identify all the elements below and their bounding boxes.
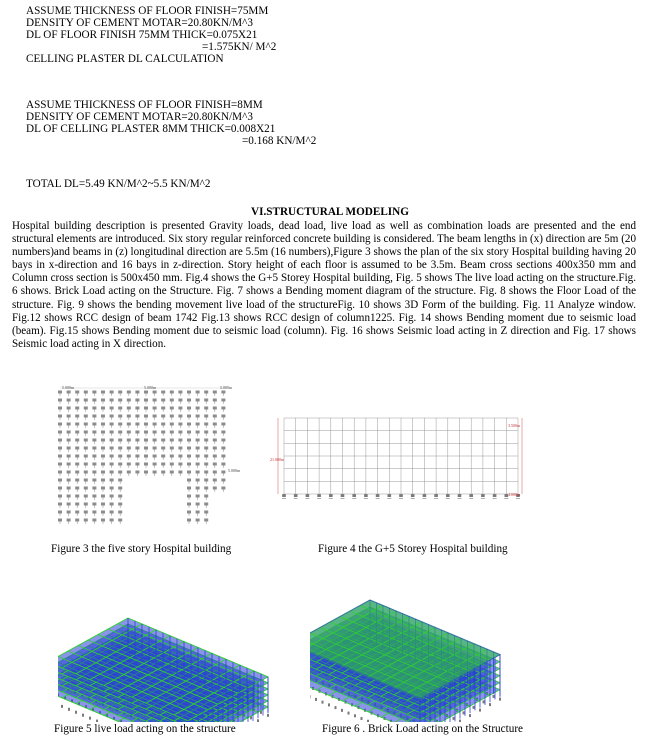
calc-line: ASSUME THICKNESS OF FLOOR FINISH=8MM [26,99,263,111]
dimension-label: 21.000m [270,457,285,462]
figure-6-caption: Figure 6 . Brick Load acting on the Structure [322,723,524,735]
calc-line: DENSITY OF CEMENT MOTAR=20.80KN/M^3 [26,17,253,29]
figure-4-elevation-image [268,410,542,508]
figure-3-plan-image [52,382,256,525]
calc-line: DL OF FLOOR FINISH 75MM THICK=0.075X21 [26,29,258,41]
structure-3d-model [310,600,501,722]
dimension-label: 5.000m [62,385,75,390]
calc-block-floor-finish [26,5,276,65]
calc-result: =1.575KN/ M^2 [202,41,277,53]
dimension-label: 4.000m [508,492,521,497]
section-heading: VI.STRUCTURAL MODELING [251,206,409,218]
figure-5-caption: Figure 5 live load acting on the structure [54,723,236,735]
dimension-label: 5.000m [144,385,157,390]
frame-grid [278,418,522,499]
dimension-label: 5.000m [228,468,241,473]
structure-3d-model [58,618,269,722]
calc-line: DL OF CELLING PLASTER 8MM THICK=0.008X21 [26,123,276,135]
figure-5-3d-image [58,574,294,722]
calc-line: ASSUME THICKNESS OF FLOOR FINISH=75MM [26,5,269,17]
column-grid [58,388,227,524]
dimension-label: 5.000m [220,385,233,390]
total-dead-load: TOTAL DL=5.49 KN/M^2~5.5 KN/M^2 [26,178,211,190]
dimension-label: 3.500m [508,423,521,428]
calc-block-ceiling-plaster [26,99,316,147]
calc-line: DENSITY OF CEMENT MOTAR=20.80KN/M^3 [26,111,253,123]
figure-3-caption: Figure 3 the five story Hospital building [51,543,232,555]
figure-4-caption: Figure 4 the G+5 Storey Hospital building [318,543,508,555]
body-paragraph: Hospital building description is presented Gravity loads, dead load, live load as well as combination loads are presented and the end structural elements are introduced. Six story regular reinforced concrete building is considered. The beam lengths in (x) direction are 5m (20 numbers)and beams in (z) longitudinal direction are 5.5m (16 numbers),Figure 3 shows the plan of the six story Hospital building having 20 bays in x-direction and 16 bays in z-direction. Story height of each floor is assumed to be 3.5m. Beam cross sections 400x350 mm and Column cross section is 500x450 mm. Fig.4 shows the G+5 Storey Hospital building, Fig. 5 shows The live load acting on the structure.Fig. 6 shows. Brick Load acting on the Structure. Fig. 7 shows a Bending moment diagram of the structure. Fig. 8 shows the Floor Load of the structure. Fig. 9 shows the bending movement live load of the structureFig. 10 shows 3D Form of the building. Fig. 11 Analyze window. Fig.12 shows RCC design of beam 1742 Fig.13 shows RCC design of column1225. Fig. 14 shows Bending moment due to seismic load (beam). Fig.15 shows Bending moment due to seismic load (column). Fig. 16 shows Seismic load acting in Z direction and Fig. 17 shows Seismic load acting in X direction. [12,220,636,350]
figure-6-3d-image [310,574,520,722]
calc-result: =0.168 KN/M^2 [242,135,317,147]
calc-subheading: CELLING PLASTER DL CALCULATION [26,53,224,65]
